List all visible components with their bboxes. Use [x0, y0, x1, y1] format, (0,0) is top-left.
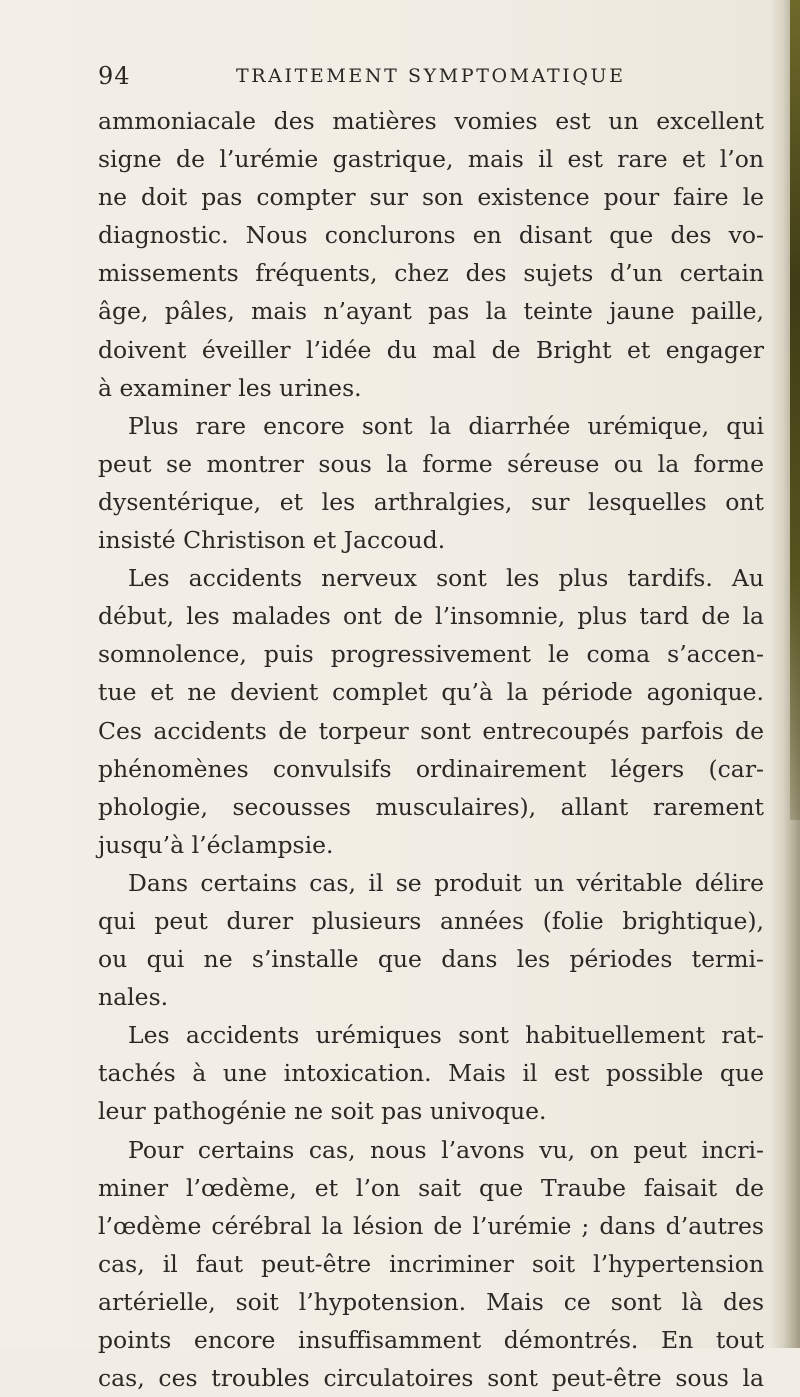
text-line: ne doit pas compter sur son existence pour faire le [98, 183, 764, 212]
text-line: Les accidents nerveux sont les plus tardifs. Au [128, 564, 764, 593]
body-text [98, 102, 764, 1397]
running-head [98, 62, 764, 94]
text-line: nales. [98, 983, 169, 1012]
text-line: Les accidents urémiques sont habituellement rat- [128, 1021, 764, 1050]
text-line: Plus rare encore sont la diarrhée urémique, qui [128, 411, 764, 440]
text-line: Ces accidents de torpeur sont entrecoupés parfois de [98, 716, 764, 745]
text-line: points encore insuffisamment démontrés. En tout [98, 1326, 764, 1354]
text-line: somnolence, puis progressivement le coma s’accen- [98, 640, 764, 669]
text-line: insisté Christison et Jaccoud. [98, 526, 446, 555]
text-line: tachés à une intoxication. Mais il est possible que [98, 1059, 764, 1088]
text-line: Dans certains cas, il se produit un véritable délire [128, 868, 764, 897]
text-line: à examiner les urines. [98, 373, 362, 402]
text-line: ou qui ne s’installe que dans les périodes termi- [98, 945, 764, 974]
text-line: début, les malades ont de l’insomnie, plus tard de la [98, 602, 764, 631]
page-number: 94 [98, 62, 131, 90]
text-line: qui peut durer plusieurs années (folie brightique), [98, 906, 764, 935]
text-line: missements fréquents, chez des sujets d’un certain [98, 259, 764, 288]
text-line: phologie, secousses musculaires), allant rarement [98, 792, 764, 821]
text-line: doivent éveiller l’idée du mal de Bright et engager [98, 335, 764, 364]
text-line: leur pathogénie ne soit pas univoque. [98, 1097, 547, 1126]
running-head-title: TRAITEMENT SYMPTOMATIQUE [236, 65, 626, 87]
text-line: âge, pâles, mais n’ayant pas la teinte jaune paille, [98, 297, 764, 326]
text-line: diagnostic. Nous conclurons en disant que des vo- [98, 221, 764, 250]
text-line: artérielle, soit l’hypotension. Mais ce sont là des [98, 1287, 764, 1316]
text-line: cas, ces troubles circulatoires sont peut-être sous la [98, 1364, 764, 1393]
text-line: Pour certains cas, nous l’avons vu, on peut incri- [128, 1135, 764, 1164]
text-line: peut se montrer sous la forme séreuse ou la forme [98, 449, 764, 478]
text-line: phénomènes convulsifs ordinairement légers (car- [98, 754, 764, 783]
page-edge-binding [790, 0, 800, 820]
text-line: jusqu’à l’éclampsie. [98, 830, 334, 859]
text-line: miner l’œdème, et l’on sait que Traube faisait de [98, 1173, 764, 1202]
text-line: l’œdème cérébral la lésion de l’urémie ; dans d’autres [98, 1211, 764, 1240]
text-line: cas, il faut peut-être incriminer soit l’hypertension [98, 1249, 764, 1278]
text-line: ammoniacale des matières vomies est un excellent [98, 107, 764, 135]
text-line: dysentérique, et les arthralgies, sur lesquelles ont [98, 487, 764, 516]
text-line: tue et ne devient complet qu’à la période agonique. [98, 678, 764, 707]
text-line: signe de l’urémie gastrique, mais il est rare et l’on [98, 145, 764, 174]
